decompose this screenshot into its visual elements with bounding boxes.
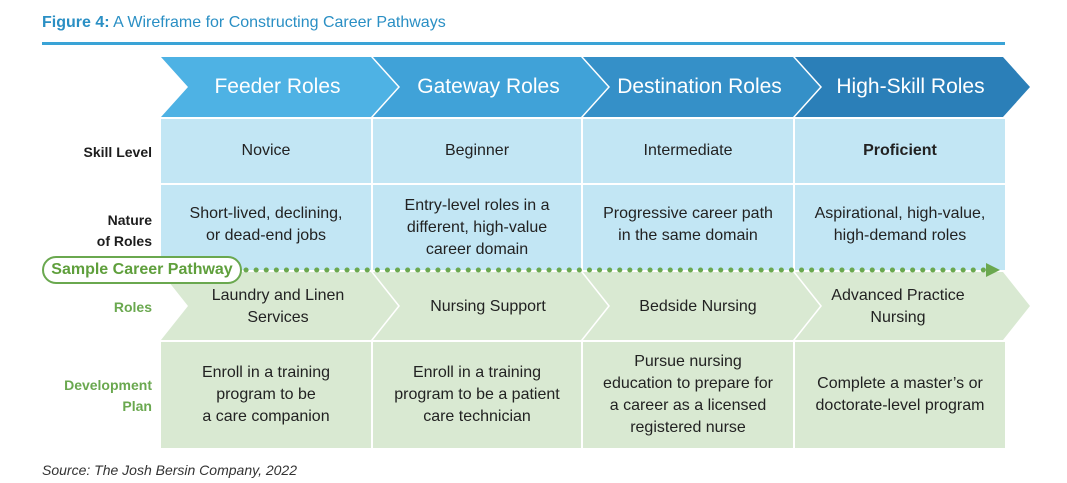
nature-destination-line: in the same domain (618, 227, 758, 244)
role-feeder-line: Services (247, 309, 309, 326)
dev-plan-gateway (373, 342, 581, 448)
figure-number: Figure 4: (42, 14, 110, 31)
header-destination-roles: Destination Roles (617, 75, 782, 98)
dev-plan-feeder-line: Enroll in a training (201, 364, 331, 381)
role-feeder-line: Laundry and Linen (211, 287, 345, 304)
source-note: Source: The Josh Bersin Company, 2022 (42, 462, 297, 478)
row-label-nature-line1: Nature (107, 212, 152, 228)
header-high-skill-roles: High-Skill Roles (836, 75, 985, 98)
role-high-skill-line: Advanced Practice (831, 287, 965, 304)
skill-level-feeder: Novice (241, 142, 291, 159)
nature-high-skill-line: high-demand roles (833, 227, 967, 244)
role-high-skill (798, 276, 998, 338)
role-high-skill-line: Nursing (870, 309, 926, 326)
row-label-dev-line1: Development (64, 377, 152, 393)
nature-high-skill (795, 185, 1005, 265)
row-label-skill-level-text: Skill Level (83, 144, 152, 160)
skill-level-destination: Intermediate (643, 142, 733, 159)
dev-plan-destination-line: Pursue nursing (634, 353, 742, 370)
dev-plan-gateway-line: program to be a patient (394, 386, 560, 403)
row-label-dev-line2: Plan (122, 398, 152, 414)
dev-plan-destination-line: education to prepare for (603, 375, 773, 392)
row-label-nature-line2: of Roles (96, 233, 152, 249)
nature-destination (583, 185, 793, 265)
dev-plan-gateway-line: care technician (423, 408, 531, 425)
nature-gateway-line: career domain (425, 240, 529, 258)
figure-title-text: A Wireframe for Constructing Career Pathways (113, 14, 446, 31)
dev-plan-feeder-line: a care companion (202, 408, 330, 425)
dev-plan-destination-line: a career as a licensed (609, 397, 767, 414)
dev-plan-high-skill-line: Complete a master’s or (817, 375, 983, 392)
nature-feeder-line: or dead-end jobs (205, 227, 327, 244)
role-destination (598, 276, 798, 338)
header-feeder-roles: Feeder Roles (214, 75, 341, 98)
nature-gateway-line: different, high-value (406, 218, 548, 236)
sample-career-pathway-label: Sample Career Pathway (42, 256, 242, 284)
nature-gateway (373, 185, 581, 270)
dev-plan-destination-line: registered nurse (630, 419, 746, 436)
nature-high-skill-line: Aspirational, high-value, (814, 205, 986, 222)
dev-plan-destination (583, 342, 793, 448)
role-gateway (388, 276, 588, 338)
role-feeder (178, 276, 378, 338)
nature-destination-line: Progressive career path (603, 205, 773, 222)
dev-plan-high-skill (795, 342, 1005, 448)
nature-feeder-line: Short-lived, declining, (189, 205, 343, 222)
row-label-roles-text: Roles (113, 299, 152, 315)
dev-plan-high-skill-line: doctorate-level program (815, 397, 985, 414)
skill-level-gateway: Beginner (444, 142, 510, 159)
skill-level-high-skill: Proficient (863, 142, 937, 159)
nature-gateway-line: Entry-level roles in a (404, 196, 550, 214)
dev-plan-feeder (161, 342, 371, 448)
role-destination-line: Bedside Nursing (639, 298, 757, 315)
role-gateway-line: Nursing Support (430, 298, 546, 315)
header-gateway-roles: Gateway Roles (417, 75, 560, 98)
dev-plan-feeder-line: program to be (216, 386, 316, 403)
dev-plan-gateway-line: Enroll in a training (412, 364, 542, 381)
nature-feeder (161, 185, 371, 265)
